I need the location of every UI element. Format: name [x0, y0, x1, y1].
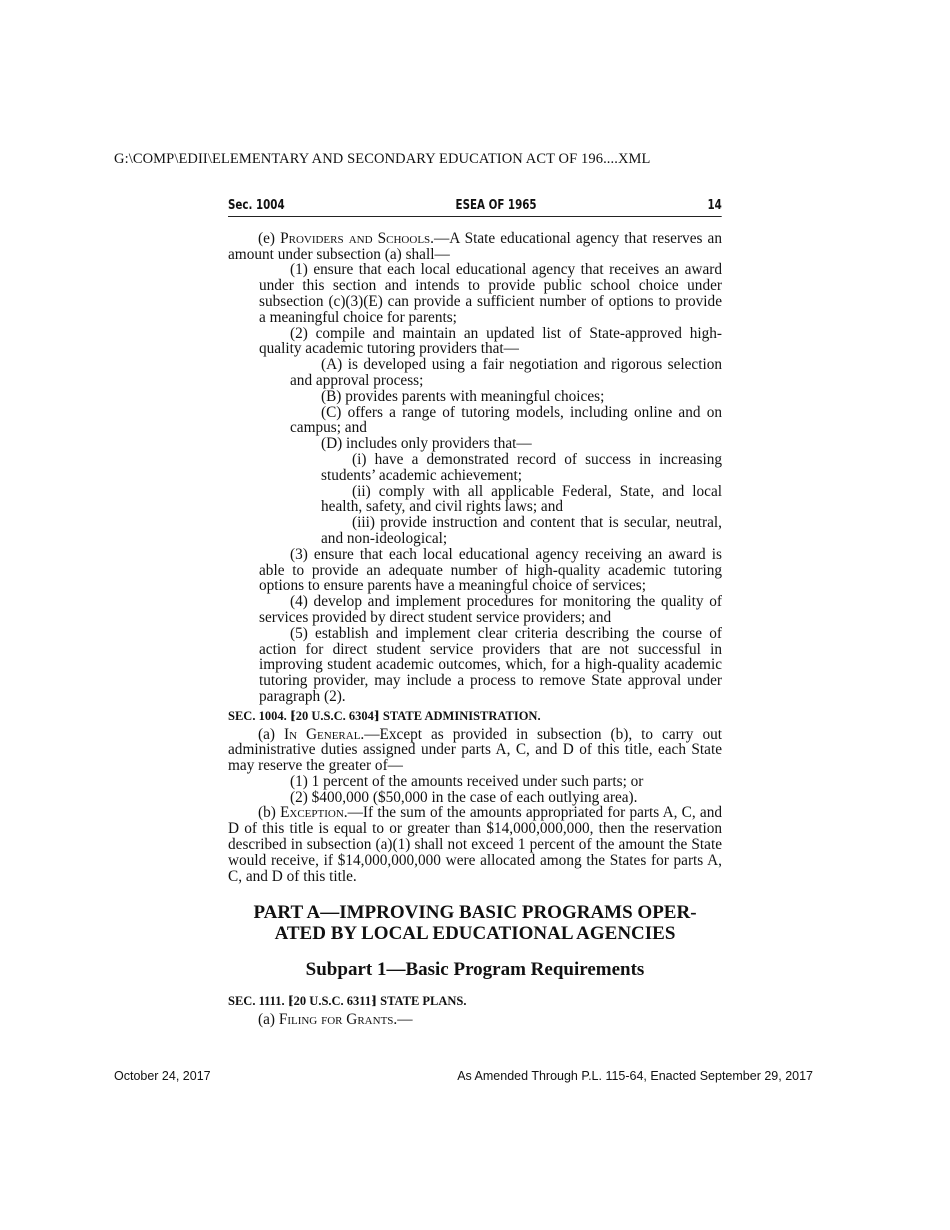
section-1111-heading: SEC. 1111. ⁅20 U.S.C. 6311⁆ STATE PLANS.	[228, 994, 467, 1009]
list-item: (ii) comply with all applicable Federal, State, and local health, safety, and civil rights laws; and	[321, 482, 722, 516]
list-item: (i) have a demonstrated record of success in increasing students’ academic achievement;	[321, 450, 722, 484]
section-1004-a: (a) In General.—Except as provided in subsection (b), to carry out administrative duties assigned under parts A, C, and D of this title, each State may reserve the greater of—	[228, 725, 722, 775]
page-number: 14	[707, 198, 722, 213]
document-page	[228, 198, 722, 1028]
running-head	[228, 198, 722, 217]
running-head-section: Sec. 1004	[228, 198, 285, 213]
subsection-e-heading: Providers and Schools	[280, 229, 431, 247]
file-path: G:\COMP\EDII\ELEMENTARY AND SECONDARY EDUCATION ACT OF 196....XML	[114, 151, 651, 167]
footer-date: October 24, 2017	[114, 1069, 211, 1083]
list-item: (1) ensure that each local educational agency that receives an award under this section and intends to provide public school choice under subsection (c)(3)(E) can provide a sufficient number of options to provide a meaningful choice for parents;	[259, 261, 722, 326]
list-item: (4) develop and implement procedures for monitoring the quality of services provided by direct student service providers; and	[259, 593, 722, 626]
section-1004-b: (b) Exception.—If the sum of the amounts appropriated for parts A, C, and D of this title is equal to or greater than $14,000,000,000, then the reservation described in subsection (a)(1) shall not exceed 1 percent of the amount the State would receive, if $14,000,000,000 were allocated among the States for parts A, C, and D of this title.	[228, 804, 722, 885]
footer-amended: As Amended Through P.L. 115-64, Enacted September 29, 2017	[457, 1069, 813, 1083]
list-item: (5) establish and implement clear criteria describing the course of action for direct student service providers that are not successful in improving student academic outcomes, which, for a high-quality academic tutoring provider, may include a process to remove State approval under paragraph (2).	[259, 624, 722, 705]
section-1111-a: (a) Filing for Grants.—	[258, 1011, 413, 1029]
list-item: (D) includes only providers that—	[321, 435, 532, 453]
section-1004-heading: SEC. 1004. ⁅20 U.S.C. 6304⁆ STATE ADMINISTRATION.	[228, 708, 541, 723]
list-item: (2) compile and maintain an updated list of State-approved high-quality academic tutoring providers that—	[259, 324, 722, 358]
list-item: (B) provides parents with meaningful choices;	[321, 387, 605, 405]
subsection-e: (e) Providers and Schools.—A State educational agency that reserves an amount under subsection (a) shall—	[228, 229, 722, 263]
list-item: (2) $400,000 ($50,000 in the case of each outlying area).	[290, 788, 638, 806]
list-item: (1) 1 percent of the amounts received under such parts; or	[290, 772, 644, 790]
list-item: (A) is developed using a fair negotiation and rigorous selection and approval process;	[290, 356, 722, 389]
list-item: (3) ensure that each local educational agency receiving an award is able to provide an adequate number of high-quality academic tutoring options to ensure parents have a meaningful choice of services;	[259, 545, 722, 595]
part-a-heading: PART A—IMPROVING BASIC PROGRAMS OPER- ATED BY LOCAL EDUCATIONAL AGENCIES	[253, 902, 697, 945]
list-item: (iii) provide instruction and content that is secular, neutral, and non-ideological;	[321, 514, 722, 547]
list-item: (C) offers a range of tutoring models, including online and on campus; and	[290, 403, 722, 437]
running-head-title: ESEA OF 1965	[455, 198, 537, 213]
subpart-1-heading: Subpart 1—Basic Program Requirements	[305, 959, 645, 981]
